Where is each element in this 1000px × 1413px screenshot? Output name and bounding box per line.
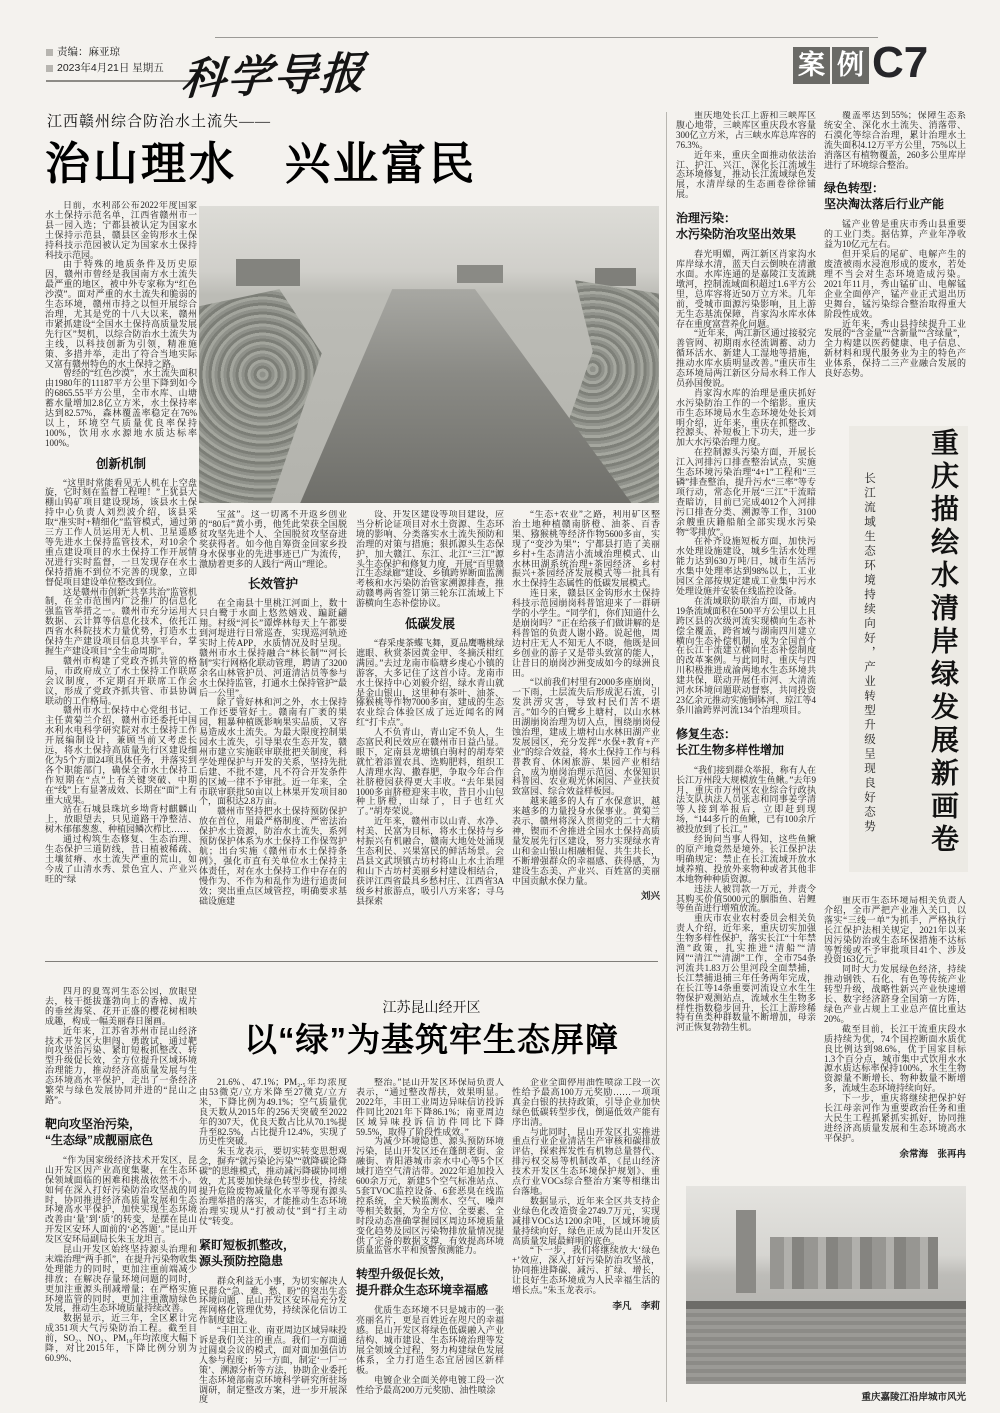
chongqing-subhead-2 (676, 726, 816, 758)
chongqing-city-photo (686, 1186, 966, 1384)
paragraph: 连日来，赣县区金钩形水土保持科技示范园崩岗科普馆迎来了一群研学的小学生。“同学们，你们知道什么是崩岗吗？”正在给孩子们做讲解的是科普馆的负责人谢小路。说起他，周边村庄无人不知无人不晓，他既是回乡创业的游子又是带头致富的能人，让昔日的崩岗沙洲变成如今的绿洲良田。 (512, 588, 660, 678)
paragraph: 春光明媚，两江新区肖家沟水库岸绿水清，蓝天白云倒映在清澈水面。水库连通的是嘉陵江支流跳墩河，控制流域面积超过1.6平方公里，总库容将近50万立方米。几年前，受城市面源污染影响，且上游无生态基流保障，肖家沟水库水体存在重度富营养化问题。 (676, 249, 816, 329)
article-paragraphs (824, 896, 966, 1144)
bullet-square-icon (46, 65, 53, 72)
paragraph: 曾经的“红色沙漠”，水土流失面积由1980年的11187平方公里下降到如今的6865.55平方公里，全市水库、山塘蓄水量增加2.8亿立方米，水土保持率达到82.57%，森林覆盖率稳定在76%以上，环境空气质量优良率保持100%，饮用水水源地水质达标率100%。 (45, 368, 197, 448)
paragraph: 违法人被罚款一万元，并责令其购买价值5000元的胭脂鱼、岩鲤等鱼苗进行增殖放流。 (676, 883, 816, 914)
photo-river-water (686, 1309, 966, 1384)
paragraph: 重庆地处长江上游和三峡库区腹心地带，三峡库区重庆段水容量300亿立方米，占三峡水库总库容的76.3%。 (676, 111, 816, 150)
article-paragraphs (676, 766, 816, 1033)
paragraph: 数据显示，近年来全区共支持企业绿色化改造资金2749.7万元，实现减排VOCs达1200余吨，区域环境质量持续向好，绿色正成为昆山开发区高质量发展最鲜明的底色。 (512, 1195, 660, 1246)
paragraph: “以前我们村里有2000多座崩岗，一下雨，土层流失后形成泥石流，引发洪涝灾害，导致村民们苦不堪言。”如今的白鹭乡上塘村，以山水林田湖崩岗治理为切入点，围绕崩岗侵蚀治理，建成上塘村山水林田湖产业发展园区，充分发挥“水保+教育+产业”的综合效益，将水土保持工作与科普教育、休闲旅游、果园产业相结合，成为崩岗治理示范园、水保知识科普园、农业观光休闲园、产业扶贫致富园、综合效益样板园。 (512, 677, 660, 797)
paragraph: 由于特殊的地质条件及历史原因，赣州市曾经是我国南方水土流失最严重的地区，被中外专家称为“红色沙漠”。面对严重的水土流失和脆弱的生态环境，赣州市持之以恒开展综合治理，尤其是党的十八大以来，赣州市紧抓建设“全国水土保持高质量发展先行区”契机，以综合防治水土流失为主线，以科技创新为引领，精准施策、多措并举，走出了符合当地实际又富有赣州特色的水土保持之路。 (45, 259, 197, 369)
paragraph: “这里时常能看见无人机在上空盘旋，它时刻在监督工程哩！”上犹县大棚山钨矿项目建设现场，该县水土保持中心负责人刘烈波介绍，该县采取“准实时+精细化”监管模式，通过第三方工作人员运用无人机、卫星遥感等先进水土保持监管技术，对10余个重点建设项目的水土保持工作开展情况进行实时监督，一旦发现存在水土保持措施不到位不完善的现象，立即督促项目建设单位整改到位。 (45, 477, 197, 587)
photo-bridge (686, 1301, 966, 1309)
ganzhou-subhead-1: 创新机制 (95, 456, 146, 471)
paragraph: 但开采后的尾矿、电解产生的废渣被雨水浸泡形成的废水，若处理不当会对生态环境造成污染。2021年11月，秀山锰矿山、电解锰企业全面停产，锰产业正式退出历史舞台，锰污染综合整治取得重大阶段性成效。 (824, 249, 966, 319)
masthead-logo: 科学导报 (179, 48, 368, 105)
paragraph: 肖家沟水库的治理是重庆抓好水污染防治工作的一个缩影。重庆市生态环境局水生态环境处处长刘明介绍，近年来，重庆在抓整改、控源头、补短板上下功夫，进一步加大水污染治理力度。 (676, 387, 816, 448)
section-badge-an: 案 (793, 47, 830, 84)
photo-buildings (770, 1237, 938, 1288)
chongqing-vertical-title: 重庆描绘水清岸绿发展新画卷 (927, 428, 958, 857)
kunshan-byline: 李凡 李莉 (612, 1300, 660, 1312)
ganzhou-column-2 (199, 510, 347, 945)
chongqing-column-b-top (824, 111, 966, 394)
bullet-square-icon (46, 49, 53, 56)
paragraph: 近年来，重庆全面推动依法治江、护江、兴江，深化长江流域生态环境修复，推动长江流域绿色发展，水清岸绿的生态画卷徐徐铺展。 (676, 149, 816, 200)
paragraph: 越来越多的人有了水保意识，越来越多的力量投身水保事业。黄菊兰表示，赣州将深入贯彻党的二十大精神，锲而不舍推进全国水土保持高质量发展先行区建设，努力实现绿水青山和金山银山相融相促、共生共长，不断增强群众的幸福感、获得感，为建设生态美、产业兴、百姓富的美丽中国贡献水保力量。 (512, 796, 660, 886)
paragraph: 电镀企业全面关停电镀工段一次性给予最高200万元奖励、油性喷涂 (356, 1374, 504, 1395)
article-paragraphs (45, 479, 197, 885)
kunshan-column-4 (512, 1078, 660, 1405)
photo-building (595, 268, 636, 286)
article-paragraphs (199, 510, 347, 569)
paragraph: 长江生物多样性增加 (676, 742, 785, 757)
ganzhou-byline: 刘兴 (640, 891, 660, 903)
article-paragraphs (356, 639, 504, 906)
paragraph: “作为国家级经济技术开发区，昆山开发区因产业高度集聚，在生态环保领域面临的困难和挑战依然不小。如何在深入打好污染防治攻坚战的同时，协同推进经济高质量发展和生态环境高水平保护，加快实现生态环境改善由‘量’到‘质’的转变，是摆在昆山开发区安环人面前的‘必答题’。”昆山开发区安环局副局长朱玉龙坦言。 (45, 1154, 197, 1245)
paragraph: 覆盖率达到55%；保障生态系统安全、深化水土流失、消落带、石漠化等综合治理，累计治理水土流失面积4.12万平方公里，75%以上消落区有植物覆盖，260多公里库岸进行了环境综合整治。 (824, 111, 966, 170)
ganzhou-column-1 (45, 201, 197, 945)
kunshan-headline: 以“绿”为基筑牢生态屏障 (244, 1021, 619, 1058)
paragraph: 企业全面停用油性喷涂工段一次性给予最高100万元奖励……一项项真金白银的扶持政策，引导企业加快绿色低碳转型步伐，倒逼低效产能有序出清。 (512, 1078, 660, 1127)
paragraph: 人不负青山，青山定不负人，生态富民利民效应在赣州市日益凸显。眼下，定南县龙塘镇白驹村的胡寿荣就忙着添置农具、选购肥料，组织工人清理水沟、撒春肥，争取今年合作社脐橙园获得更大丰收。“去年果园1000多亩脐橙迎来丰收，昔日小山包种上脐橙，山绿了，日子也红火了。”胡寿荣说。 (356, 727, 504, 817)
paragraph: 重庆市农业农村委员会相关负责人介绍，近年来，重庆切实加强生物多样性保护，落实长江“十年禁渔”政策，扎实推进“清船”“清网”“清江”“清湖”工作，全市754条河流共1.83万公里河段全面禁捕，长江禁捕退捕三年任务两年完成，在长江等14条重要河流设立水生生物保护观测站点，流域水生生物多样性指数稳步回升，长江上游珍稀特有鱼类种群数量不断增加，母亲河正恢复勃勃生机。 (676, 913, 816, 1033)
editor-line (46, 44, 164, 60)
date-label: 2023年4月21日 星期五 (57, 62, 164, 74)
paragraph: 赣州市水土保持中心党组书记、主任黄菊兰介绍，赣州市还委托中国水利水电科学研究院对水土保持工作开展编制设计，兼顾当前又考虑长远，将水土保持高质量先行区建设细化为5个方面24项具体任务，并落实到各个职能部门，确保全市水土保持工作短期在“点”上有关键突破、中期在“线”上有显著成效、长期在“面”上有重大成果。 (45, 705, 197, 805)
paragraph: 靶向攻坚治污染， (45, 1116, 142, 1131)
chongqing-subhead-3 (824, 180, 966, 212)
paragraph: 站在石城县珠坑乡坳背村麒麟山上，放眼望去，只见道路干净整洁、树木郁郁葱葱、种植园鳞次栉比…… (45, 804, 197, 835)
paragraph: 转型升级促长效， (356, 1267, 453, 1282)
paragraph: 数据显示，近三年，全区累计完成351项大气污染防治工程。截至目前，SO₂、NO₂、PM₁₀年均浓度大幅下降，对比2015年，下降比例分别为60.9%、 (45, 1313, 197, 1363)
photo-caption: 重庆嘉陵江沿岸城市风光 (861, 1393, 966, 1403)
paragraph: 为减少环境隐患、源头预防环境污染，昆山开发区还在蓬朗老街、金融街、青阳港城市亲水中心等5个区域打造空气清洁带。2022年追加投入600余万元，新建5个空气标准站点、5套TVOC监控设备、6套恶臭在线监控系统，全天候监测水、空气、噪声等相关数据，为全方位、全要素、全时段动态准确掌握园区周边环境质量变化趋势及园区污染物排放量情况提供了完备的数据支撑，有效提高环境质量监管水平和预警预测能力。 (356, 1136, 504, 1256)
article-paragraphs (512, 1078, 660, 1296)
article-paragraphs (356, 510, 504, 609)
section-badge-li: 例 (832, 47, 869, 84)
river-photo (199, 206, 659, 503)
paragraph: 截至目前，长江干流重庆段水质持续为优，74个国控断面水质优良比例达到98.6%，优于国家目标1.3个百分点，城市集中式饮用水水源水质达标率保持100%，水生生物资源量不断增长、物种数量不断增多，流域生态环境持续向好。 (824, 1023, 966, 1094)
paragraph: 朱玉龙表示，要切实转变思想观念，摒弃“就污染论污染”“就降碳论降碳”的思维模式，推动减污降碳协同增效，尤其要加快绿色转型步伐，持续提升危险废物减量化水平等现有源头治理举措的落实，才能推动生态环境治理实现从“打被动仗”到“打主动仗”转变。 (199, 1146, 347, 1226)
article-paragraphs (824, 220, 966, 379)
chongqing-vertical-subtitle: 长江流域生态环境持续向好，产业转型升级呈现良好态势 (863, 472, 875, 835)
paragraph: “近年来，两江新区通过接驳完善管网、初期雨水径流调蓄、动力循环活水、新建人工湿地等措施，推动水库水质明显改善。”重庆市生态环境局两江新区分局水科工作人员孙国俊说。 (676, 328, 816, 388)
ganzhou-column-4 (512, 510, 660, 945)
paragraph: 修复生态： (676, 726, 737, 741)
paragraph: 整治。”昆山开发区环保局负责人表示，“通过整改帮扶，效果明显。2022年，丰田工业周边异味信访投诉件同比2021年下降86.1%；南亚周边区域异味投诉信访件同比下降59.5%，取得了阶段性成效。” (356, 1078, 504, 1137)
ganzhou-column-3 (356, 510, 504, 945)
paragraph: 治理污染： (676, 211, 737, 226)
kunshan-column-3 (356, 1078, 504, 1405)
paragraph: 优质生态环境不只是城市的一张亮丽名片，更是百姓近在咫尺的幸福感。昆山开发区将绿色低碳融入产业结构、城市建设、生态环境治理等发展全领域全过程，努力构建绿色发展体系，全力打造生态宜居园区新样板。 (356, 1305, 504, 1375)
kunshan-subhead-1 (45, 1116, 197, 1148)
paragraph: 通过构筑生态修复、生态治理、生态保护三道防线，昔日植被稀疏、土壤贫瘠、水土流失严重的荒山，如今成了山清水秀、景色宜人、产业兴旺的“绿 (45, 834, 197, 884)
paragraph: 在流域联防联治方面，市域内19条流域面积在500平方公里以上且跨区县的次级河流实现横向生态补偿全覆盖，跨省域与湖南四川建立横向生态补偿机制，成为全国首个在长江干流建立横向生态补偿制度的改革案例。与此同时，重庆与四川积极推进成渝两地水生态环境共建共保，联动开展任市河、大清流河水环境问题联动督察，共同投资23亿余元推动实施铜钵河、琼江等4条川渝跨界河流134个治理项目。 (676, 595, 816, 715)
paragraph: 经询问当事人得知，这些鱼鳅的原产地竟然是境外。长江保护法明确规定：禁止在长江流域开放水域养殖、投放外来物种或者其他非本地物种种质资源。 (676, 834, 816, 884)
page-number: C7 (872, 38, 929, 87)
paragraph: 群众利益无小事，为切实解决人民群众“急、难、愁、盼”的突出生态环境问题，昆山开发区安环局充分发挥网格化管理优势，持续深化信访工作制度建设。 (199, 1275, 347, 1326)
paragraph: 在补齐设施短板方面，加快污水处理设施建设，城乡生活水处理能力达到630万吨/日，城市生活污水集中处理率达到98%以上，工业园区全部按规定建成工业集中污水处理设施并安装在线监控设备。 (676, 536, 816, 596)
paragraph: 设、开发区建设等项目建设，应当分析论证项目对水土资源、生态环境的影响、分类落实水土流失预防和治理的对策与措施；狠抓源头生态保护，加大赣江、东江、北江“三江”源头生态保护和修复力度，开展“百里赣江生态绿廊”建设、乡镇跨界断面监测考核和水污染防治管家溯源排查，推动赣粤两省签订第三轮东江流域上下游横向生态补偿协议。 (356, 510, 504, 609)
paragraph: 在控制源头污染方面，开展长江入河排污口排查整治试点，实施生态环境污染治理“4+1”工程和“三磷”排查整治，提升污水“三率”等专项行动，常态化开展“三江”干流暗查暗访，目前已完成4012个入河排污口排查分类、溯源等工作，3100余艘重庆籍船舶全部实现水污染物“零排放”。 (676, 447, 816, 537)
ganzhou-headline: 治山理水 兴业富民 (45, 138, 478, 189)
editor-label: 责编：麻亚琼 (57, 46, 120, 58)
paragraph: 源头预防控隐患 (199, 1253, 284, 1268)
column-divider (666, 112, 667, 1402)
paragraph: 四月的夏驾河生态公园，放眼望去，枝干挺拔蓬勃向上的香樟、成片的垂丝海棠、花开正盛的樱花树相映成趣，构成一幅美丽春日图画。 (45, 987, 197, 1026)
paragraph: 水污染防治攻坚出效果 (676, 227, 797, 242)
section-divider (45, 961, 658, 962)
article-paragraphs (45, 987, 197, 1106)
chongqing-subhead-1 (676, 210, 816, 242)
paragraph: 近年来，江苏省苏州市昆山经济技术开发区大胆闯、勇敢试，通过靶向攻坚治污染、紧盯短板抓整改、转型升级促长效，全方位提升区域环境治理能力，推动经济高质量发展与生态环境高水平保护，走出了一条经济繁荣与绿色发展协同并进的“昆山之路”。 (45, 1025, 197, 1105)
ganzhou-subhead-3: 低碳发展 (404, 617, 455, 632)
kunshan-subhead-3 (356, 1266, 504, 1298)
chongqing-column-a (676, 111, 816, 1177)
ganzhou-subhead-2: 长效管护 (247, 577, 298, 592)
paragraph: 下一步，重庆将继续把保护好长江母亲河作为重要政治任务和重大民生工程抓紧抓实抓好，协同推进经济高质量发展和生态环境高水平保护。 (824, 1093, 966, 1143)
article-paragraphs (356, 1306, 504, 1395)
article-paragraphs (356, 1078, 504, 1256)
chongqing-column-b-bottom (824, 896, 966, 1174)
paragraph: 除了管好林和河之外，水土保持工作还要管好土。赣南有广袤的果园，粗暴种植既影响果实品质，又容易造成水土流失。为最大限度控制果园水土流失，引导果农生态开发，赣州市建立实施联审联批把关制度，科学处理保护与开发的关系，坚持先批后建、不批不建，凡不符合开发条件的区域一律不予审批。近一年来，全市联审联批50亩以上林果开发项目80个，面积达2.8万亩。 (199, 697, 347, 807)
paragraph: 紧盯短板抓整改， (199, 1237, 296, 1252)
article-paragraphs (199, 1078, 347, 1227)
article-paragraphs (45, 1156, 197, 1364)
kunshan-subhead-2 (199, 1237, 347, 1269)
paragraph: 21.6%、47.1%；PM₂.₅年均浓度由53微克/立方米降至27微克/立方米，下降比例为49.1%；空气质量优良天数从2015年的256天突破至2022年的307天，优良天数占比从70.1%提升至82.5%，占比提升12.4%，实现了历史性突破。 (199, 1078, 347, 1147)
kunshan-column-1 (45, 987, 197, 1405)
article-paragraphs (676, 111, 816, 200)
paragraph: 提升群众生态环境幸福感 (356, 1283, 489, 1298)
article-paragraphs (512, 510, 660, 886)
article-paragraphs (45, 201, 197, 449)
editor-underline (46, 80, 194, 82)
paragraph: “生态绿”成靓丽底色 (45, 1132, 154, 1147)
article-paragraphs (676, 250, 816, 716)
paragraph: 与此同时，昆山开发区扎实推进重点行业企业清洁生产审核和碳排放评估，探索挥发性有机物总量替代、排污权交易等机制改革，《昆山经济技术开发区生态环境保护规划》、重点行业VOCs综合整治方案等相继出台落地。 (512, 1126, 660, 1196)
paragraph: 锰产业曾是重庆市秀山县重要的工业门类。据估算，产业年净收益为10亿元左右。 (824, 219, 966, 250)
photo-tower (736, 1210, 756, 1293)
paragraph: 坚决淘汰落后行业产能 (824, 197, 945, 212)
paragraph: 昆山开发区始终坚持源头治理和末端治理“两手抓”，在提升污染物收集处理能力的同时，更加注重前端减少排放；在解决存量环境问题的同时，更加注重源头削减增量；在严格实施环境监管的同时，更加注重激励绿色发展，推动生态环境质量持续改善。 (45, 1244, 197, 1314)
paragraph: “下一步，我们将继续放大‘绿色+’效应，深入打好污染防治攻坚战，协同推进降碳、减污、扩绿、增长，让良好生态环境成为人民幸福生活的增长点。”朱玉龙表示。 (512, 1245, 660, 1296)
paragraph: “丰田工业、南亚周边区域异味投诉是我们关注的重点。我们一方面通过圆桌会议的模式，面对面加强信访人参与程度；另一方面，制定‘一厂一策’、溯源分析等方法，协助企业委托生态环境部南京环境科学研究所驻场调研，制定整改方案，进一步开展深度 (199, 1325, 347, 1405)
paragraph: 赣州市构建了党政齐抓共管的格局，市政府成立了水土保持工作联席会议制度，不定期召开联席工作会议，形成了党政齐抓共管、市县协调联动的工作格局。 (45, 655, 197, 706)
paragraph: 宝盆”。这一切离不开返乡创业的“80后”黄小勇，他凭此荣获全国脱贫攻坚先进个人、全国脱贫攻坚奋进奖获得者。如今他自筹资金回家乡投身水保事业的先进事迹已广为流传，激励着更多的人践行“两山”理论。 (199, 510, 347, 569)
chongqing-vertical-headline-box (849, 426, 968, 872)
paragraph: “生态+农业”之路，利用矿区整治土地种植赣南脐橙、油茶、百香果、猕猴桃等经济作物5600多亩，实现了“变沙为果”；宁都县打造了美丽乡村+生态清洁小流域治理模式、山水林田湖系统治理+茶园经济、乡村振兴+茶园经济发展模式等一批具有水土保持生态属性的低碳发展模式。 (512, 510, 660, 589)
paragraph: 同时大力发展绿色经济，持续推动钢铁、石化、有色等传统产业转型升级，战略性新兴产业快速增长、数字经济跻身全国第一方阵，绿色产业占规上工业总产值比重达20%。 (824, 964, 966, 1024)
article-paragraphs (199, 599, 347, 906)
kunshan-kicker: 江苏昆山经开区 (382, 1001, 481, 1016)
paragraph: 绿色转型： (824, 181, 885, 196)
photo-building (236, 259, 300, 286)
paragraph: 赣州市坚持把水土保持预防保护放在首位，用最严格制度、严密法治保护水土资源，防治水土流失，系列预防保护体系为水土保持工作保驾护航；出台实施《赣州市水土保持条例》，强化市直有关单位水土保持主体责任，对在水土保持工作中存在的慢作为、不作为和乱作为进行追责问效；突出重点区域管控，明确要求基础设施建 (199, 806, 347, 906)
article-paragraphs (824, 111, 966, 170)
editor-block (46, 44, 164, 76)
chongqing-byline: 余常海 张再冉 (899, 1148, 966, 1160)
paragraph: 近年来，秀山县持续提升工业发展的“含金量”“含新量”“含绿量”，全力构建以医药健康、电子信息、新材料和现代服务业为主的特色产业体系，保持二三产业融合发展的良好态势。 (824, 318, 966, 379)
paragraph: “我们接到群众举报，称有人在长江万州段大规模放生鱼鳅。”去年9月，重庆市万州区农业综合行政执法支队执法人员张志和同事姜学清等人接到举报后，立即赶到现场，“144多斤的鱼鳅，已有100余斤被投放到了长江。” (676, 764, 816, 835)
ganzhou-kicker: 江西赣州综合防治水土流失—— (47, 114, 272, 130)
paragraph: 近年来，赣州市以山青、水净、村美、民富为目标，将水土保持与乡村振兴有机融合，赣南大地处处涌现生态利民、兴果富民的鲜活场景。会昌县文武坝镇古坊村将山上水土治理和山下古坊村美丽乡村建设相结合，获评江西省最具乡愁村庄、江西省3A级乡村旅游点，吸引八方来客；寻乌县探索 (356, 816, 504, 906)
paragraph: “春采虔茶蝶飞舞，夏品鹰嘴桃绿遮眼、秋赏茶园黄金甲、冬摘沃柑红满园。”去过龙南市临塘乡虔心小镇的游客，大多记住了这首小诗。龙南市水土保持中心刘毅介绍，绿水青山就是金山银山，这里种有茶叶、油茶、猕猴桃等作物7000多亩，建成的生态农业综合体验区成了远近闻名的网红“打卡点”。 (356, 637, 504, 728)
date-line (46, 60, 164, 76)
paragraph: 这是赣州市创新“共享共治”监管机制，在全市范围内广泛推广的信息化强监管举措之一。赣州市充分运用大数据、云计算等信息化技术，依托江西省水科院技术力量优势，打造水土保持生产建设项目信息共享平台，掌握生产建设项目“全生命周期”。 (45, 586, 197, 656)
kunshan-column-2 (199, 1078, 347, 1405)
article-paragraphs (199, 1277, 347, 1405)
paragraph: 重庆市生态环境局相关负责人介绍，全市严把产业准入关口，以落实“三线一单”为抓手，严格执行长江保护法相关规定，2021年以来因污染防治或生态环保措施不达标等暂缓或不予审批项目41个、涉及投资163亿元。 (824, 896, 966, 965)
photo-building (457, 265, 503, 283)
paragraph: 日前，水利部公布2022年度国家水土保持示范名单，江西省赣州市一县一园入选；宁都县被认定为国家水土保持示范县，赣县区金钩形水土保持科技示范园被认定为国家水土保持科技示范园。 (45, 201, 197, 260)
paragraph: 在全南县十里桃江河面上，数十只白鹭于水面上悠然嬉戏、蹁跹翩翔。村级“河长”谭烨林每天上午都要到河堤进行日常巡查，实现巡河轨迹实时上传APP，水质情况及时呈现。赣州市水土保持融合“林长制”“河长制”实行网格化联动管理，聘请了3200余名山林管护员、河道清洁员等参与水土保持监管，打通水土保持管护“最后一公里”。 (199, 598, 347, 698)
